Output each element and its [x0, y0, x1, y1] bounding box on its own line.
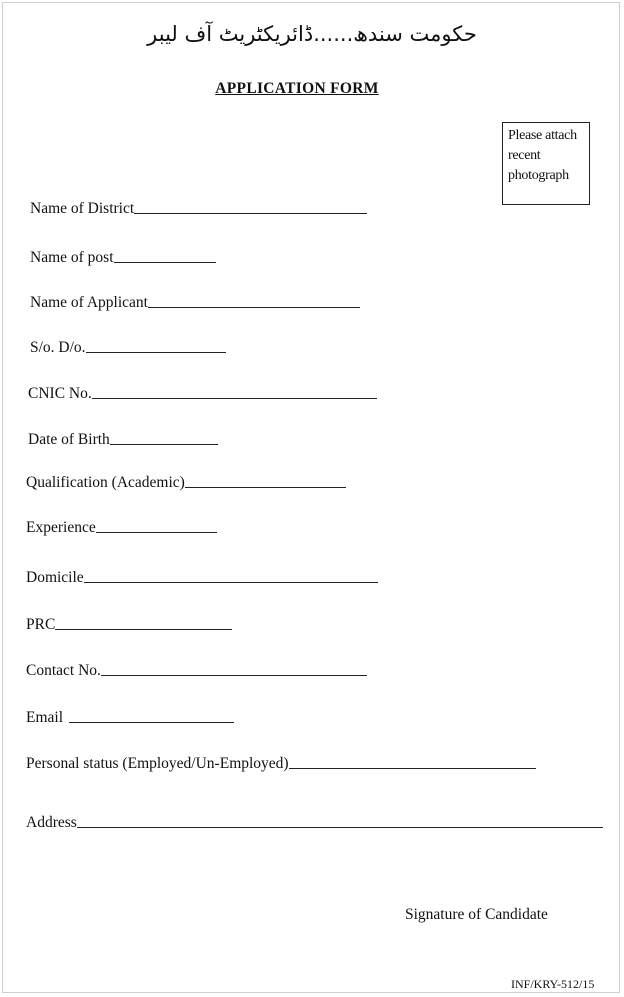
field-dob-label: Date of Birth: [28, 431, 110, 448]
field-experience: [26, 518, 217, 538]
field-dob-line[interactable]: [110, 444, 218, 445]
field-prc: [26, 615, 232, 635]
field-domicile-label: Domicile: [26, 569, 84, 586]
field-cnic-line[interactable]: [92, 398, 377, 399]
field-post: [30, 248, 216, 268]
field-so-do: [30, 338, 226, 358]
photo-box-line-3: photograph: [508, 168, 569, 183]
field-prc-label: PRC: [26, 616, 56, 633]
form-title: APPLICATION FORM: [215, 80, 379, 97]
reference-code: INF/KRY-512/15: [511, 977, 595, 991]
field-district: [30, 199, 367, 219]
field-qualification: [26, 473, 346, 493]
field-address: [26, 813, 603, 833]
field-qualification-label: Qualification (Academic): [26, 474, 185, 491]
field-applicant-label: Name of Applicant: [30, 294, 148, 311]
field-cnic: [28, 384, 377, 404]
field-qualification-line[interactable]: [185, 487, 346, 488]
signature-label: Signature of Candidate: [405, 906, 548, 923]
field-contact-label: Contact No.: [26, 662, 101, 679]
photo-box-line-1: Please attach: [508, 128, 577, 143]
field-experience-label: Experience: [26, 519, 96, 536]
field-address-line[interactable]: [77, 827, 603, 828]
field-email-line[interactable]: [69, 722, 234, 723]
field-so-do-line[interactable]: [86, 352, 226, 353]
field-cnic-label: CNIC No.: [28, 385, 92, 402]
field-domicile-line[interactable]: [84, 582, 378, 583]
field-personal-status-line[interactable]: [289, 768, 536, 769]
field-experience-line[interactable]: [96, 532, 217, 533]
field-district-label: Name of District: [30, 200, 135, 217]
field-post-label: Name of post: [30, 249, 114, 266]
photo-box-line-2: recent: [508, 148, 541, 163]
field-contact: [26, 661, 367, 681]
field-email-label: Email: [26, 709, 64, 726]
field-so-do-label: S/o. D/o.: [30, 339, 86, 356]
field-contact-line[interactable]: [101, 675, 367, 676]
field-prc-line[interactable]: [55, 629, 232, 630]
field-applicant: [30, 293, 360, 313]
urdu-header: حکومت سندھ......ڈائریکٹریٹ آف لیبر: [147, 22, 477, 46]
field-district-line[interactable]: [134, 213, 367, 214]
field-post-line[interactable]: [114, 262, 216, 263]
field-dob: [28, 430, 218, 450]
photo-box: [502, 122, 590, 205]
field-personal-status-label: Personal status (Employed/Un-Employed): [26, 755, 289, 772]
field-domicile: [26, 568, 378, 588]
field-address-label: Address: [26, 814, 77, 831]
field-personal-status: [26, 754, 536, 774]
field-applicant-line[interactable]: [148, 307, 360, 308]
field-email: [26, 708, 234, 728]
